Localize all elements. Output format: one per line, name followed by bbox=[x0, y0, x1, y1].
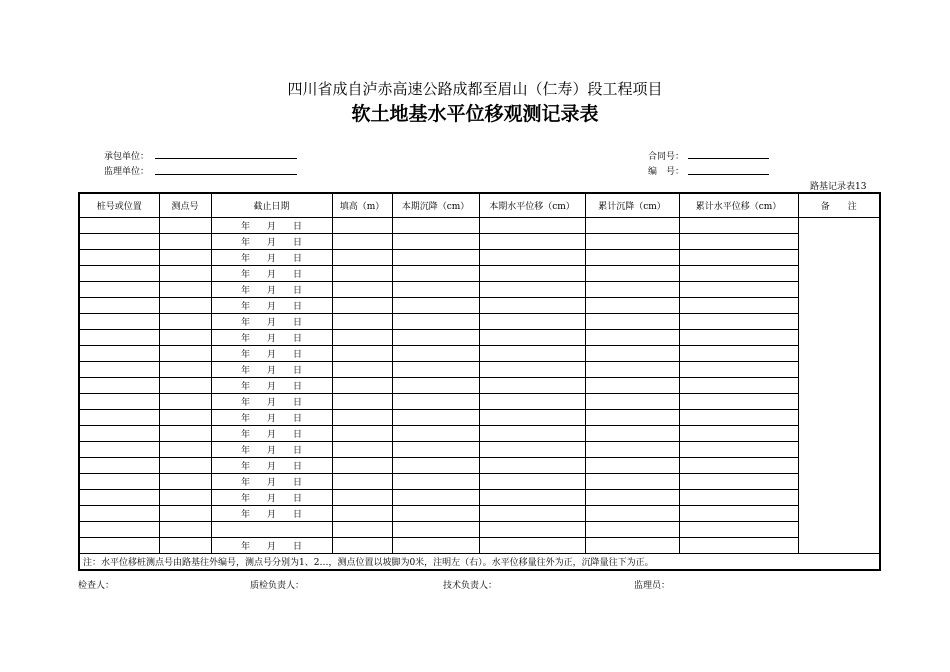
table-cell[interactable] bbox=[79, 426, 159, 442]
table-cell[interactable] bbox=[79, 490, 159, 506]
table-cell[interactable] bbox=[479, 378, 585, 394]
day-label: 日 bbox=[292, 238, 302, 248]
table-cell[interactable] bbox=[159, 282, 211, 298]
table-cell[interactable] bbox=[585, 458, 679, 474]
year-label: 年 bbox=[240, 446, 250, 456]
column-header: 截止日期 bbox=[211, 193, 332, 218]
table-row bbox=[79, 426, 880, 442]
table-cell[interactable] bbox=[79, 458, 159, 474]
tech-label: 技术负责人： bbox=[443, 581, 498, 591]
table-cell[interactable] bbox=[679, 346, 798, 362]
year-label: 年 bbox=[240, 430, 250, 440]
day-label: 日 bbox=[292, 398, 302, 408]
table-cell[interactable] bbox=[159, 410, 211, 426]
day-label: 日 bbox=[292, 494, 302, 504]
day-label: 日 bbox=[292, 414, 302, 424]
table-cell[interactable] bbox=[679, 282, 798, 298]
table-row bbox=[79, 522, 880, 538]
month-label: 月 bbox=[266, 414, 276, 424]
table-row bbox=[79, 298, 880, 314]
table-cell[interactable] bbox=[392, 410, 479, 426]
table-cell[interactable] bbox=[332, 298, 392, 314]
table-cell[interactable] bbox=[585, 442, 679, 458]
table-cell[interactable] bbox=[159, 522, 211, 538]
table-cell[interactable] bbox=[79, 522, 159, 538]
table-cell[interactable] bbox=[79, 362, 159, 378]
date-cell[interactable] bbox=[211, 394, 332, 410]
day-label: 日 bbox=[292, 446, 302, 456]
date-cell[interactable] bbox=[211, 458, 332, 474]
table-row bbox=[79, 394, 880, 410]
table-cell[interactable] bbox=[585, 378, 679, 394]
table-cell[interactable] bbox=[585, 314, 679, 330]
table-cell[interactable] bbox=[585, 362, 679, 378]
date-cell[interactable] bbox=[211, 250, 332, 266]
table-cell[interactable] bbox=[679, 490, 798, 506]
table-row bbox=[79, 474, 880, 490]
table-cell[interactable] bbox=[392, 538, 479, 554]
table-cell[interactable] bbox=[79, 234, 159, 250]
table-cell[interactable] bbox=[159, 394, 211, 410]
table-cell[interactable] bbox=[392, 346, 479, 362]
table-cell[interactable] bbox=[585, 538, 679, 554]
table-cell[interactable] bbox=[332, 234, 392, 250]
serial-no-label: 编 号： bbox=[648, 167, 685, 177]
table-cell[interactable] bbox=[479, 346, 585, 362]
table-cell[interactable] bbox=[332, 250, 392, 266]
table-row bbox=[79, 378, 880, 394]
table-cell[interactable] bbox=[679, 218, 798, 234]
table-cell[interactable] bbox=[159, 458, 211, 474]
table-cell[interactable] bbox=[392, 314, 479, 330]
date-cell[interactable] bbox=[211, 362, 332, 378]
column-header: 本期沉降（cm） bbox=[392, 193, 479, 218]
table-cell[interactable] bbox=[332, 538, 392, 554]
date-cell[interactable] bbox=[211, 506, 332, 522]
table-cell[interactable] bbox=[159, 250, 211, 266]
table-cell[interactable] bbox=[159, 234, 211, 250]
day-label: 日 bbox=[292, 430, 302, 440]
table-cell[interactable] bbox=[479, 426, 585, 442]
date-cell[interactable] bbox=[211, 314, 332, 330]
table-cell[interactable] bbox=[332, 346, 392, 362]
table-cell[interactable] bbox=[332, 410, 392, 426]
table-cell[interactable] bbox=[392, 442, 479, 458]
table-cell[interactable] bbox=[679, 362, 798, 378]
column-header: 桩号或位置 bbox=[79, 193, 159, 218]
table-cell[interactable] bbox=[479, 458, 585, 474]
table-cell[interactable] bbox=[585, 474, 679, 490]
table-cell[interactable] bbox=[79, 330, 159, 346]
date-cell[interactable] bbox=[211, 330, 332, 346]
table-cell[interactable] bbox=[679, 378, 798, 394]
table-row bbox=[79, 266, 880, 282]
table-cell[interactable] bbox=[479, 362, 585, 378]
year-label: 年 bbox=[240, 398, 250, 408]
date-cell[interactable] bbox=[211, 490, 332, 506]
table-cell[interactable] bbox=[79, 298, 159, 314]
year-label: 年 bbox=[240, 382, 250, 392]
month-label: 月 bbox=[266, 462, 276, 472]
table-note: 注：水平位移桩测点号由路基往外编号，测点号分别为1、2…，测点位置以坡脚为0米，注明左（右）。水平位移量往外为正，沉降量往下为正。 bbox=[79, 554, 880, 571]
date-cell[interactable] bbox=[211, 378, 332, 394]
table-cell[interactable] bbox=[392, 298, 479, 314]
table-cell[interactable] bbox=[679, 266, 798, 282]
table-row bbox=[79, 218, 880, 234]
month-label: 月 bbox=[266, 270, 276, 280]
table-cell[interactable] bbox=[679, 314, 798, 330]
table-cell[interactable] bbox=[79, 218, 159, 234]
day-label: 日 bbox=[292, 462, 302, 472]
day-label: 日 bbox=[292, 510, 302, 520]
table-cell[interactable] bbox=[392, 234, 479, 250]
table-cell[interactable] bbox=[479, 490, 585, 506]
day-label: 日 bbox=[292, 222, 302, 232]
table-cell[interactable] bbox=[79, 474, 159, 490]
month-label: 月 bbox=[266, 286, 276, 296]
table-cell[interactable] bbox=[79, 282, 159, 298]
table-row bbox=[79, 458, 880, 474]
month-label: 月 bbox=[266, 350, 276, 360]
table-cell[interactable] bbox=[679, 410, 798, 426]
table-cell[interactable] bbox=[79, 538, 159, 554]
year-label: 年 bbox=[240, 254, 250, 264]
table-cell[interactable] bbox=[79, 410, 159, 426]
table-cell[interactable] bbox=[332, 458, 392, 474]
year-label: 年 bbox=[240, 350, 250, 360]
table-cell[interactable] bbox=[332, 378, 392, 394]
contractor-label: 承包单位： bbox=[104, 152, 150, 162]
table-cell[interactable] bbox=[479, 506, 585, 522]
year-label: 年 bbox=[240, 334, 250, 344]
day-label: 日 bbox=[292, 542, 302, 552]
table-row bbox=[79, 506, 880, 522]
table-cell[interactable] bbox=[479, 442, 585, 458]
form-title: 软土地基水平位移观测记录表 bbox=[351, 103, 599, 125]
day-label: 日 bbox=[292, 254, 302, 264]
date-cell[interactable] bbox=[211, 346, 332, 362]
table-cell[interactable] bbox=[679, 234, 798, 250]
table-cell[interactable] bbox=[79, 442, 159, 458]
table-cell[interactable] bbox=[585, 506, 679, 522]
month-label: 月 bbox=[266, 254, 276, 264]
table-cell[interactable] bbox=[479, 218, 585, 234]
contract-no-field[interactable] bbox=[688, 158, 769, 159]
day-label: 日 bbox=[292, 382, 302, 392]
table-row bbox=[79, 330, 880, 346]
day-label: 日 bbox=[292, 302, 302, 312]
table-row bbox=[79, 250, 880, 266]
year-label: 年 bbox=[240, 366, 250, 376]
day-label: 日 bbox=[292, 350, 302, 360]
date-cell[interactable] bbox=[211, 266, 332, 282]
year-label: 年 bbox=[240, 510, 250, 520]
table-cell[interactable] bbox=[159, 426, 211, 442]
table-cell[interactable] bbox=[392, 474, 479, 490]
column-header: 测点号 bbox=[159, 193, 211, 218]
serial-no-field[interactable] bbox=[688, 174, 769, 175]
inspector-label: 检查人： bbox=[78, 581, 115, 591]
table-cell[interactable] bbox=[679, 394, 798, 410]
table-cell[interactable] bbox=[392, 426, 479, 442]
table-cell[interactable] bbox=[585, 330, 679, 346]
table-cell[interactable] bbox=[479, 538, 585, 554]
date-cell[interactable] bbox=[211, 538, 332, 554]
table-cell[interactable] bbox=[392, 266, 479, 282]
day-label: 日 bbox=[292, 318, 302, 328]
table-cell[interactable] bbox=[79, 314, 159, 330]
table-cell[interactable] bbox=[392, 330, 479, 346]
table-cell[interactable] bbox=[585, 410, 679, 426]
date-cell[interactable] bbox=[211, 298, 332, 314]
table-row bbox=[79, 282, 880, 298]
table-cell[interactable] bbox=[159, 506, 211, 522]
table-cell[interactable] bbox=[585, 298, 679, 314]
table-cell[interactable] bbox=[159, 442, 211, 458]
table-cell[interactable] bbox=[585, 490, 679, 506]
month-label: 月 bbox=[266, 222, 276, 232]
year-label: 年 bbox=[240, 414, 250, 424]
table-cell[interactable] bbox=[79, 506, 159, 522]
table-cell[interactable] bbox=[332, 522, 392, 538]
month-label: 月 bbox=[266, 510, 276, 520]
table-cell[interactable] bbox=[79, 394, 159, 410]
project-name: 四川省成自泸赤高速公路成都至眉山（仁寿）段工程项目 bbox=[287, 80, 663, 98]
table-cell[interactable] bbox=[332, 314, 392, 330]
note-row bbox=[79, 554, 880, 571]
table-cell[interactable] bbox=[585, 346, 679, 362]
table-row bbox=[79, 234, 880, 250]
table-cell[interactable] bbox=[679, 426, 798, 442]
year-label: 年 bbox=[240, 478, 250, 488]
table-cell[interactable] bbox=[585, 250, 679, 266]
table-cell[interactable] bbox=[585, 266, 679, 282]
table-cell[interactable] bbox=[392, 250, 479, 266]
table-cell[interactable] bbox=[159, 362, 211, 378]
table-cell[interactable] bbox=[159, 378, 211, 394]
table-cell[interactable] bbox=[159, 330, 211, 346]
table-cell[interactable] bbox=[332, 330, 392, 346]
header-row bbox=[79, 193, 880, 218]
contract-no-label: 合同号： bbox=[648, 152, 685, 162]
table-cell[interactable] bbox=[159, 298, 211, 314]
month-label: 月 bbox=[266, 382, 276, 392]
date-cell[interactable] bbox=[211, 234, 332, 250]
table-row bbox=[79, 314, 880, 330]
month-label: 月 bbox=[266, 238, 276, 248]
table-row bbox=[79, 538, 880, 554]
month-label: 月 bbox=[266, 494, 276, 504]
supervisor-field[interactable] bbox=[155, 174, 297, 175]
table-cell[interactable] bbox=[585, 394, 679, 410]
table-row bbox=[79, 362, 880, 378]
table-cell[interactable] bbox=[479, 314, 585, 330]
table-cell[interactable] bbox=[79, 250, 159, 266]
month-label: 月 bbox=[266, 446, 276, 456]
date-cell[interactable] bbox=[211, 426, 332, 442]
day-label: 日 bbox=[292, 334, 302, 344]
table-cell[interactable] bbox=[159, 266, 211, 282]
table-cell[interactable] bbox=[585, 234, 679, 250]
table-cell[interactable] bbox=[479, 250, 585, 266]
supervisor-signer-label: 监理员： bbox=[634, 581, 671, 591]
remarks-cell[interactable] bbox=[798, 218, 880, 554]
table-cell[interactable] bbox=[392, 378, 479, 394]
month-label: 月 bbox=[266, 430, 276, 440]
day-label: 日 bbox=[292, 366, 302, 376]
table-cell[interactable] bbox=[479, 394, 585, 410]
table-cell[interactable] bbox=[332, 266, 392, 282]
table-cell[interactable] bbox=[392, 506, 479, 522]
table-row bbox=[79, 410, 880, 426]
month-label: 月 bbox=[266, 542, 276, 552]
table-cell[interactable] bbox=[159, 218, 211, 234]
qc-label: 质检负责人： bbox=[250, 581, 305, 591]
table-cell[interactable] bbox=[679, 506, 798, 522]
date-cell[interactable] bbox=[211, 442, 332, 458]
table-cell[interactable] bbox=[79, 346, 159, 362]
table-cell[interactable] bbox=[479, 234, 585, 250]
date-cell[interactable] bbox=[211, 218, 332, 234]
table-cell[interactable] bbox=[159, 490, 211, 506]
table-cell[interactable] bbox=[332, 474, 392, 490]
table-cell[interactable] bbox=[392, 362, 479, 378]
table-cell[interactable] bbox=[332, 442, 392, 458]
year-label: 年 bbox=[240, 542, 250, 552]
table-cell[interactable] bbox=[392, 522, 479, 538]
year-label: 年 bbox=[240, 270, 250, 280]
month-label: 月 bbox=[266, 398, 276, 408]
day-label: 日 bbox=[292, 286, 302, 296]
table-cell[interactable] bbox=[585, 282, 679, 298]
table-cell[interactable] bbox=[332, 394, 392, 410]
table-cell[interactable] bbox=[679, 442, 798, 458]
table-cell[interactable] bbox=[332, 282, 392, 298]
date-cell[interactable] bbox=[211, 410, 332, 426]
month-label: 月 bbox=[266, 318, 276, 328]
date-cell[interactable] bbox=[211, 522, 332, 538]
form-number: 路基记录表13 bbox=[810, 182, 867, 192]
month-label: 月 bbox=[266, 334, 276, 344]
table-cell[interactable] bbox=[332, 362, 392, 378]
table-cell[interactable] bbox=[332, 218, 392, 234]
table-cell[interactable] bbox=[79, 266, 159, 282]
table-cell[interactable] bbox=[332, 506, 392, 522]
table-cell[interactable] bbox=[679, 522, 798, 538]
day-label: 日 bbox=[292, 478, 302, 488]
table-cell[interactable] bbox=[479, 410, 585, 426]
month-label: 月 bbox=[266, 302, 276, 312]
table-cell[interactable] bbox=[479, 282, 585, 298]
table-cell[interactable] bbox=[392, 218, 479, 234]
table-cell[interactable] bbox=[332, 426, 392, 442]
table-cell[interactable] bbox=[679, 458, 798, 474]
year-label: 年 bbox=[240, 318, 250, 328]
record-table bbox=[78, 192, 881, 571]
table-cell[interactable] bbox=[679, 538, 798, 554]
table-cell[interactable] bbox=[585, 426, 679, 442]
table-cell[interactable] bbox=[479, 266, 585, 282]
table-cell[interactable] bbox=[479, 298, 585, 314]
table-cell[interactable] bbox=[159, 538, 211, 554]
table-cell[interactable] bbox=[159, 346, 211, 362]
date-cell[interactable] bbox=[211, 474, 332, 490]
table-row bbox=[79, 490, 880, 506]
table-cell[interactable] bbox=[392, 458, 479, 474]
year-label: 年 bbox=[240, 222, 250, 232]
table-cell[interactable] bbox=[479, 522, 585, 538]
year-label: 年 bbox=[240, 286, 250, 296]
column-header: 累计水平位移（cm） bbox=[679, 193, 798, 218]
table-cell[interactable] bbox=[332, 490, 392, 506]
table-cell[interactable] bbox=[159, 314, 211, 330]
table-cell[interactable] bbox=[585, 218, 679, 234]
month-label: 月 bbox=[266, 366, 276, 376]
month-label: 月 bbox=[266, 478, 276, 488]
column-header: 备 注 bbox=[798, 193, 880, 218]
table-cell[interactable] bbox=[392, 394, 479, 410]
contractor-field[interactable] bbox=[155, 158, 297, 159]
year-label: 年 bbox=[240, 238, 250, 248]
table-cell[interactable] bbox=[159, 474, 211, 490]
table-cell[interactable] bbox=[392, 490, 479, 506]
table-cell[interactable] bbox=[79, 378, 159, 394]
year-label: 年 bbox=[240, 302, 250, 312]
table-cell[interactable] bbox=[679, 474, 798, 490]
table-cell[interactable] bbox=[679, 250, 798, 266]
year-label: 年 bbox=[240, 494, 250, 504]
table-row bbox=[79, 346, 880, 362]
table-cell[interactable] bbox=[679, 330, 798, 346]
year-label: 年 bbox=[240, 462, 250, 472]
table-cell[interactable] bbox=[479, 474, 585, 490]
column-header: 本期水平位移（cm） bbox=[479, 193, 585, 218]
table-cell[interactable] bbox=[585, 522, 679, 538]
table-row bbox=[79, 442, 880, 458]
table-cell[interactable] bbox=[479, 330, 585, 346]
table-cell[interactable] bbox=[679, 298, 798, 314]
column-header: 累计沉降（cm） bbox=[585, 193, 679, 218]
date-cell[interactable] bbox=[211, 282, 332, 298]
table-cell[interactable] bbox=[392, 282, 479, 298]
supervisor-label: 监理单位： bbox=[104, 167, 150, 177]
column-header: 填高（m） bbox=[332, 193, 392, 218]
day-label: 日 bbox=[292, 270, 302, 280]
